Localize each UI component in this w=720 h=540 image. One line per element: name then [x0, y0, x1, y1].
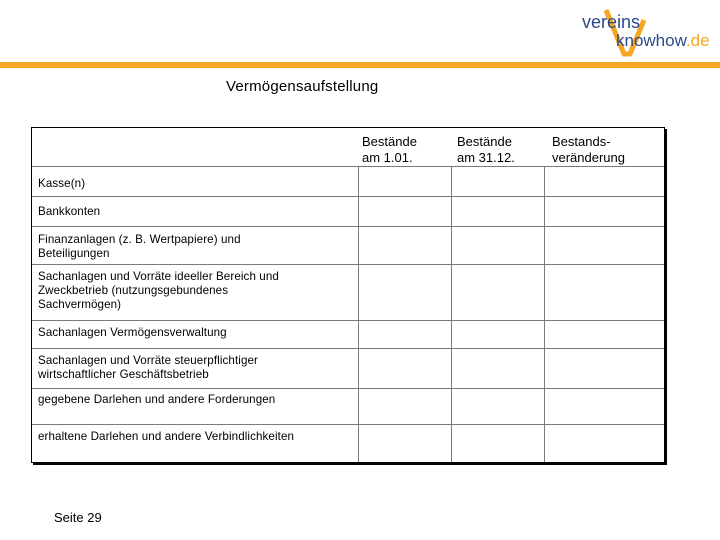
row-label: Sachanlagen und Vorräte steuerpflichtiger wirtschaftlicher Geschäftsbetrieb [38, 354, 259, 381]
row-label: erhaltene Darlehen und andere Verbindlichkeiten [38, 430, 295, 443]
page-title: Vermögensaufstellung [226, 78, 379, 95]
logo-line1: vereins [582, 12, 641, 32]
row-label: gegebene Darlehen und andere Forderungen [38, 393, 276, 406]
row-label: Sachanlagen und Vorräte ideeller Bereich und Zweckbetrieb (nutzungsgebundenes Sachvermögen) [38, 270, 279, 311]
row-label: Kasse(n) [38, 177, 86, 190]
table-row [32, 166, 664, 197]
table-row [32, 320, 664, 349]
table-row [32, 196, 664, 227]
logo-line2: knowhow [616, 31, 686, 50]
row-label: Finanzanlagen (z. B. Wertpapiere) und Beteiligungen [38, 233, 241, 260]
table-row [32, 226, 664, 265]
row-label: Sachanlagen Vermögensverwaltung [38, 326, 227, 339]
col-header-change: Bestands- veränderung [552, 134, 625, 165]
svg-text:knowhow.de [616, 31, 710, 50]
header-accent-bar [0, 62, 720, 68]
logo-tld: .de [685, 31, 710, 50]
table-row [32, 388, 664, 425]
table-row [32, 264, 664, 321]
table-row [32, 348, 664, 389]
page-number: Seite 29 [54, 510, 102, 525]
col-header-end: Bestände am 31.12. [457, 134, 515, 165]
asset-table [31, 127, 665, 463]
row-label: Bankkonten [38, 205, 101, 218]
vereinsknowhow-logo [578, 6, 710, 60]
table-row [32, 424, 664, 463]
col-header-start: Bestände am 1.01. [362, 134, 417, 165]
